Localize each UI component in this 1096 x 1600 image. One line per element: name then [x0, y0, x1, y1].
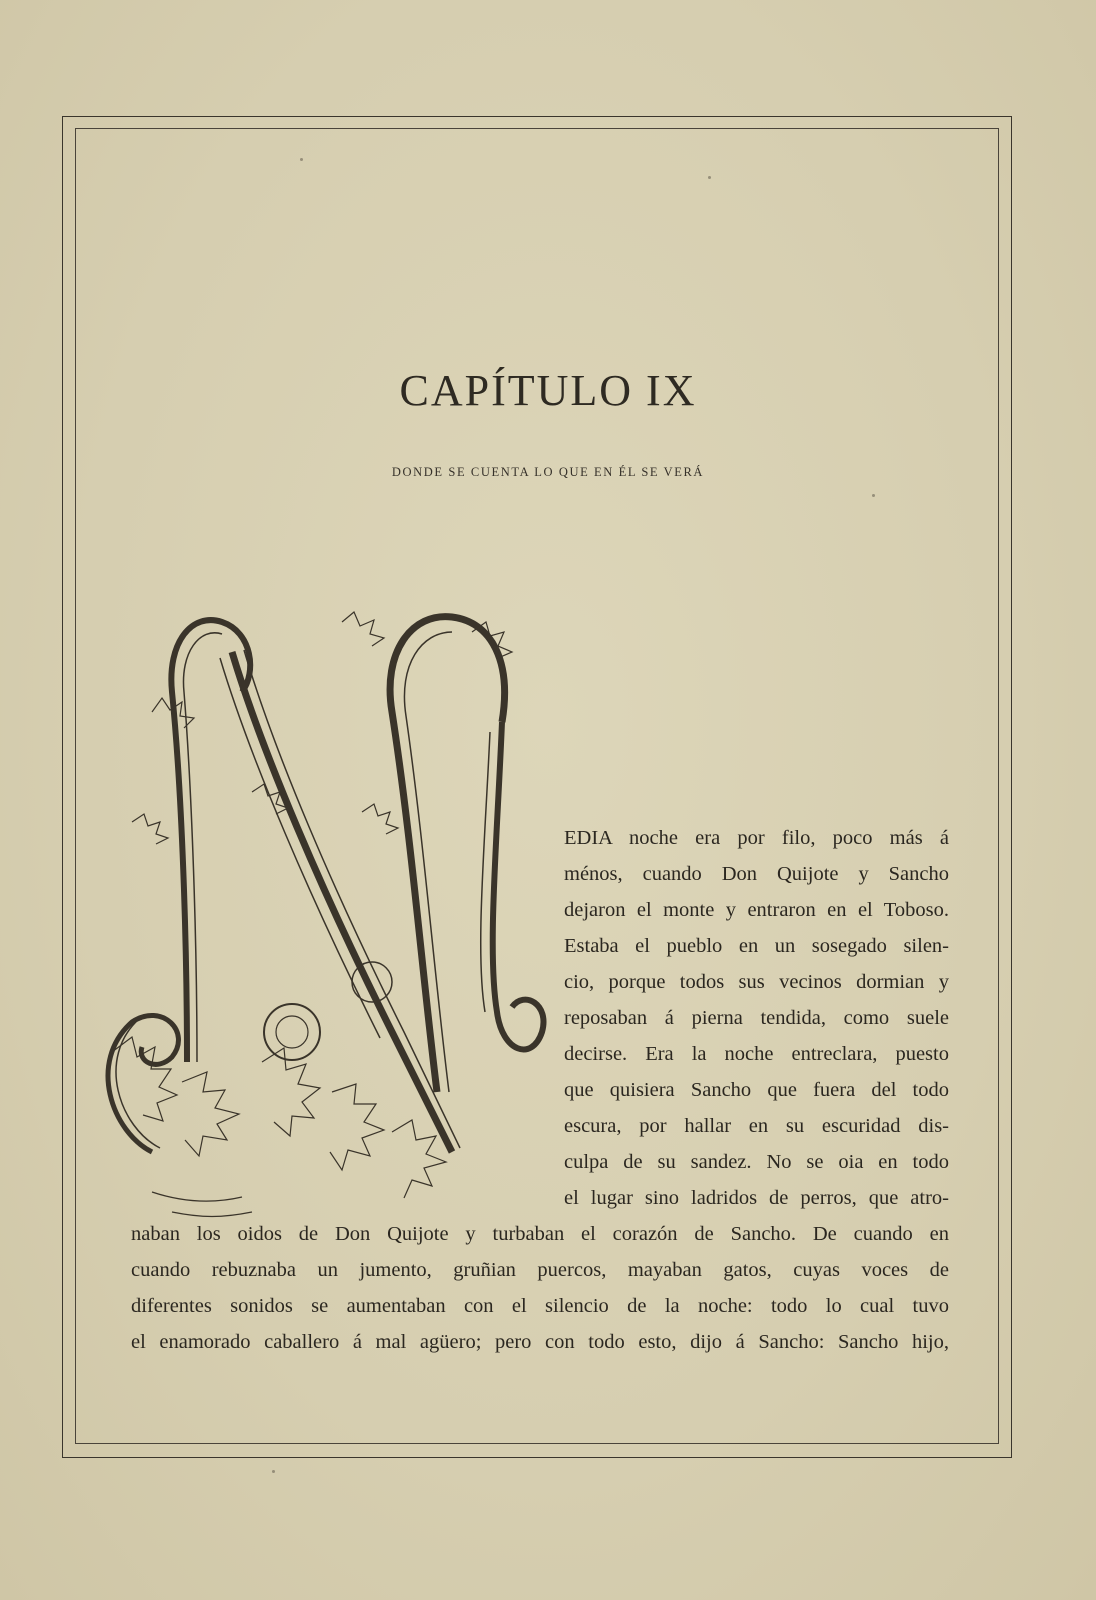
body-line: EDIA noche era por filo, poco más á	[564, 827, 949, 849]
body-line: que quisiera Sancho que fuera del todo	[564, 1079, 949, 1101]
body-line: escura, por hallar en su escuridad dis-	[564, 1115, 949, 1137]
body-line: dejaron el monte y entraron en el Toboso.	[564, 899, 949, 921]
decorated-initial-m-icon	[92, 592, 548, 1232]
body-line: culpa de su sandez. No se oia en todo	[564, 1151, 949, 1173]
body-line: Estaba el pueblo en un sosegado silen-	[564, 935, 949, 957]
chapter-title: CAPÍTULO IX	[399, 366, 697, 416]
body-line: cio, porque todos sus vecinos dormian y	[564, 971, 949, 993]
paper-speck	[300, 158, 303, 161]
body-line: reposaban á pierna tendida, como suele	[564, 1007, 949, 1029]
body-line: el lugar sino ladridos de perros, que atro-	[564, 1187, 949, 1209]
chapter-subtitle: DONDE SE CUENTA LO QUE EN ÉL SE VERÁ	[391, 465, 705, 479]
paper-speck	[872, 494, 875, 497]
paper-speck	[708, 176, 711, 179]
body-line: el enamorado caballero á mal agüero; pero con todo esto, dijo á Sancho: Sancho hijo,	[131, 1331, 949, 1353]
body-line: cuando rebuznaba un jumento, gruñian puercos, mayaban gatos, cuyas voces de	[131, 1259, 949, 1281]
body-line: naban los oidos de Don Quijote y turbaban el corazón de Sancho. De cuando en	[131, 1223, 949, 1245]
body-line: diferentes sonidos se aumentaban con el silencio de la noche: todo lo cual tuvo	[131, 1295, 949, 1317]
body-line: ménos, cuando Don Quijote y Sancho	[564, 863, 949, 885]
paper-speck	[272, 1470, 275, 1473]
body-line: decirse. Era la noche entreclara, puesto	[564, 1043, 949, 1065]
